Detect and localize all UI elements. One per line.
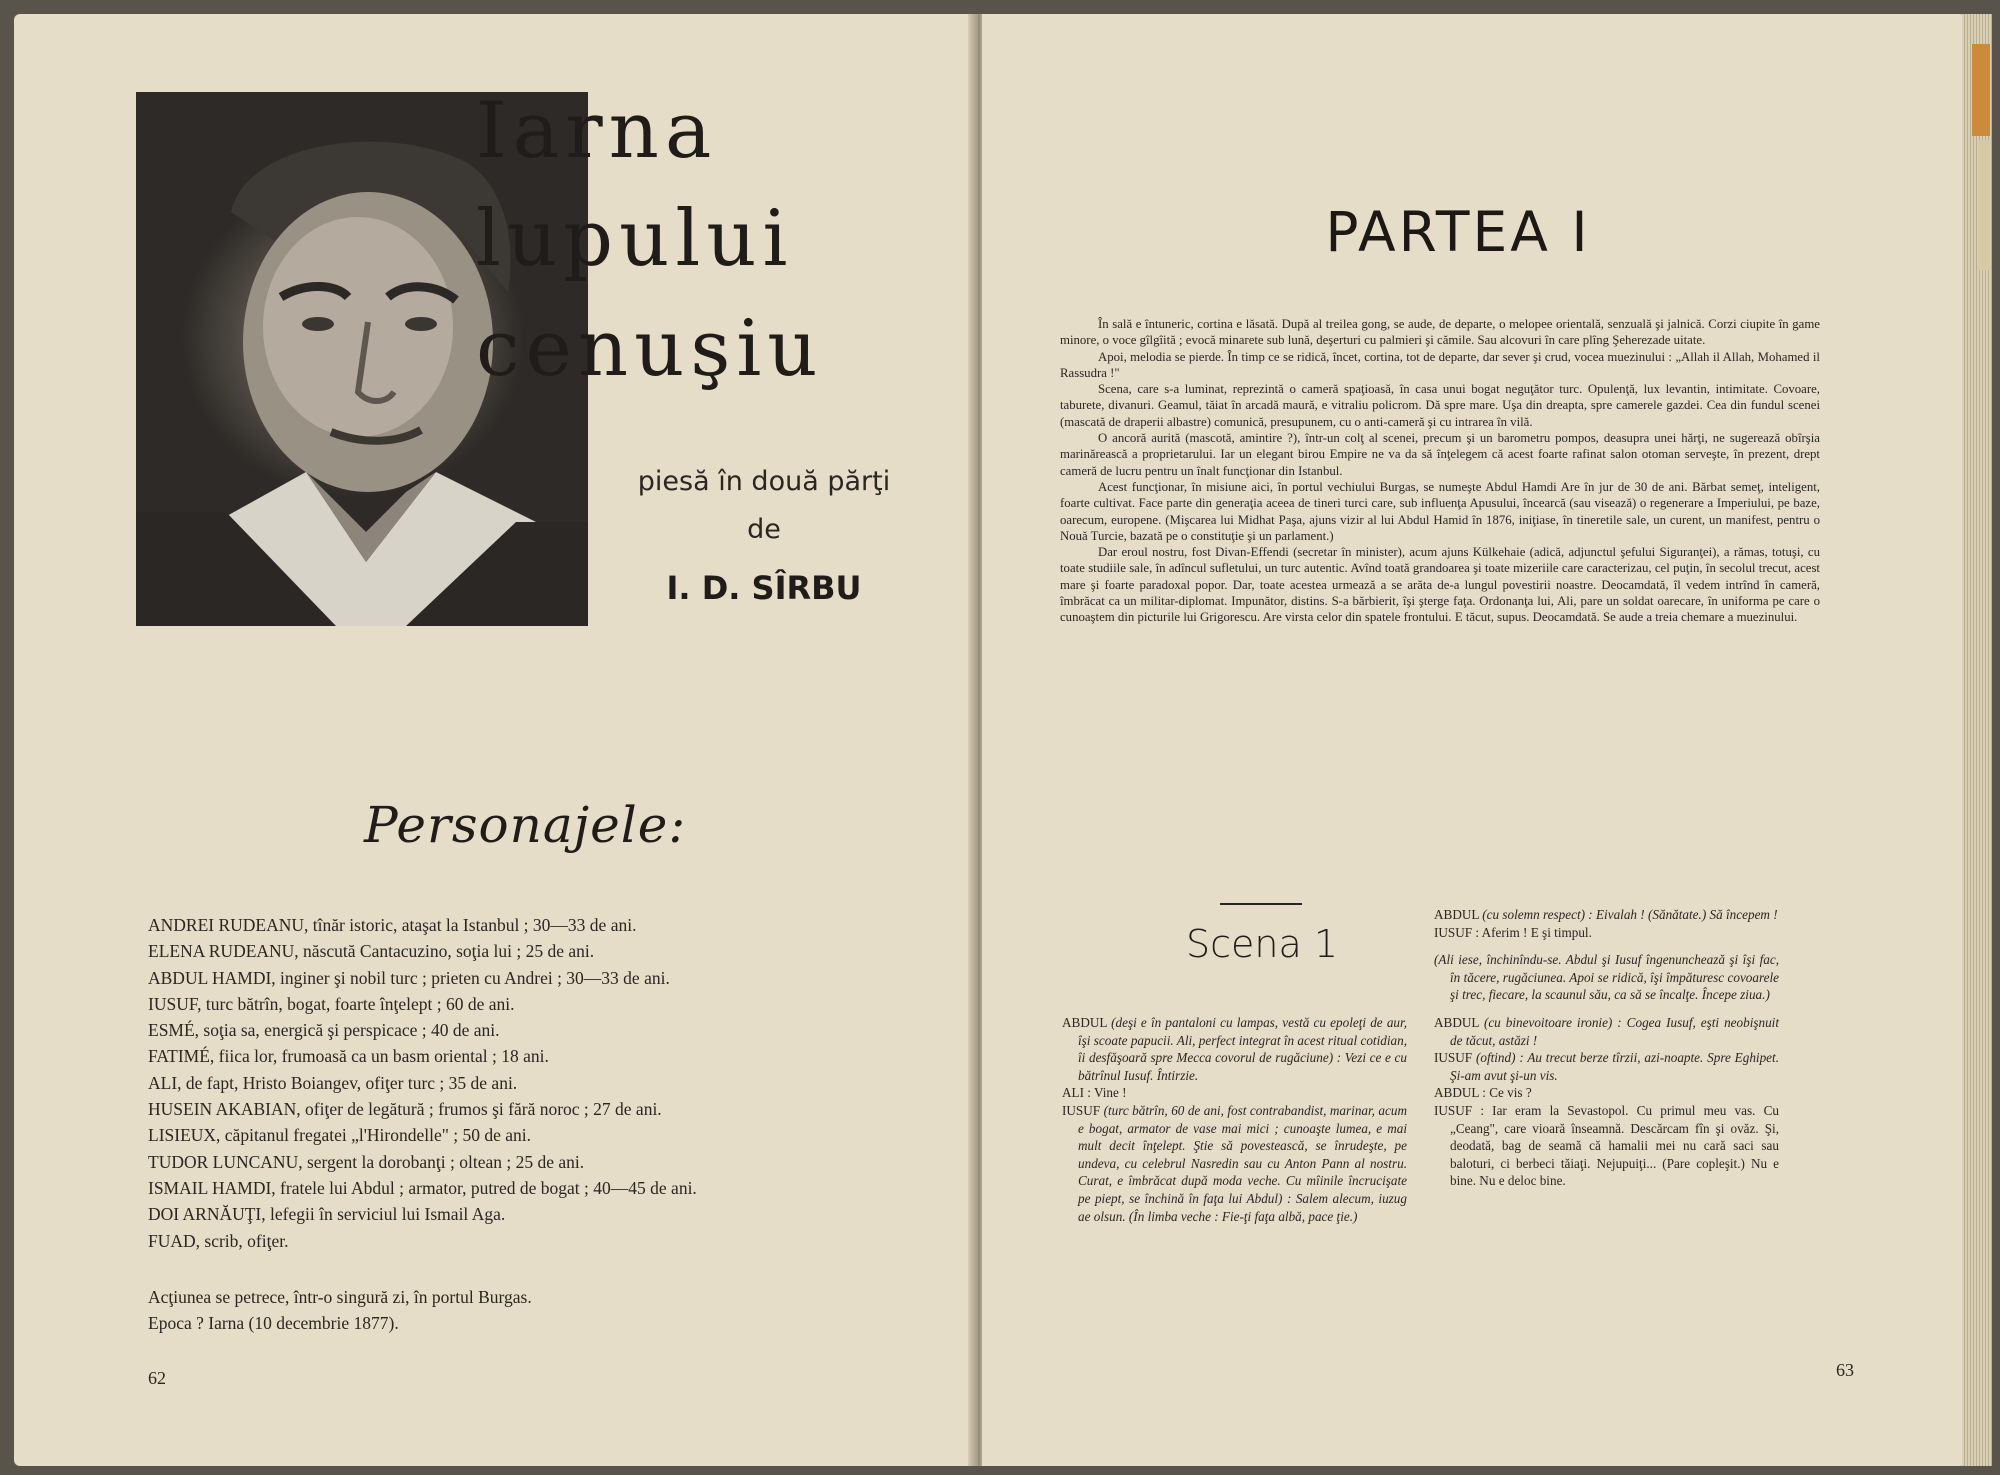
line-text: (Ali iese, închinîndu-se. Abdul şi Iusuf îngenunchează şi îşi fac, în tăcere, rugăciunea. Apoi se ridică, îşi împăturesc covoarele şi trec, fiecare, la scaunul său, ca să se încalţe. Începe ziua.) (1434, 952, 1779, 1003)
line-text: (cu binevoitoare ironie) : Cogea Iusuf, eşti neobişnuit de tăcut, astăzi ! (1450, 1014, 1780, 1048)
subtitle-by: de (747, 514, 781, 545)
speaker: ALI (1062, 1085, 1084, 1101)
intro-paragraph: Dar eroul nostru, fost Divan-Effendi (secretar în minister), acum ajuns Külkehaie (adică, adjunctul şefului Siguranţei), a rămas, totuşi, cu toate studiile sale, în adîncul sufletului, un turc autentic. Avînd toată grandoarea şi toate mizeriile care caracterizau, cel puţin, în secolul trecut, acest mare şi foarte paradoxal popor. Dar, toate acestea urmează a se arăta de-a lungul povestirii noastre. Deocamdată, îl vedem intrînd în cameră, îmbrăcat ca un militar-diplomat. Impunător, distins. S-a bărbierit, îşi şterge faţa. Ordonanţa lui, Ali, pare un soldat oarecare, în uniforma pe care o cunoaştem din picturile lui Grigorescu. Are virsta celor din spatele frontului. E tăcut, supus. Deocamdată. Se aude a treia chemare a muezinului. (1060, 545, 1820, 625)
author-name: I. D. SÎRBU (666, 569, 862, 607)
stage-directions-intro (1060, 316, 1820, 626)
subtitle: piesă în două părţi (637, 466, 891, 497)
part-title: PARTEA I (1325, 200, 1591, 264)
setting-time: Epoca ? Iarna (10 decembrie 1877). (148, 1313, 399, 1333)
page-number-right: 63 (1836, 1360, 1854, 1380)
dialogue-line (1062, 1102, 1407, 1225)
title-word-1: Iarna (476, 86, 718, 176)
cast-entry: ELENA RUDEANU, născută Cantacuzino, soţia lui ; 25 de ani. (148, 941, 595, 962)
speaker: IUSUF (1062, 1102, 1101, 1118)
speaker: IUSUF (1434, 924, 1473, 940)
setting-note (148, 1284, 938, 1336)
dialogue-column-left (1062, 1014, 1407, 1225)
cast-entry: ISMAIL HAMDI, fratele lui Abdul ; armator, putred de bogat ; 40—45 de ani. (148, 1177, 697, 1198)
speaker: ABDUL (1062, 1015, 1107, 1030)
dialogue-line (1434, 1084, 1779, 1102)
cast-entry: FUAD, scrib, ofiţer. (148, 1230, 289, 1251)
speaker: IUSUF (1434, 1050, 1473, 1066)
dialogue-line (1062, 1084, 1407, 1102)
dialogue-line (1434, 1014, 1779, 1049)
left-page (14, 14, 974, 1466)
intro-paragraph: În sală e întuneric, cortina e lăsată. După al treilea gong, se aude, de departe, o melopee orientală, senzuală şi jalnică. Corzi ciupite în game minore, o voce gîlgîită ; evocă minarete sub lună, deşerturi cu palmieri şi cămile. Sau alcovuri în care plîng Şeherezade uitate. (1060, 317, 1820, 348)
title-word-2: lupului (476, 194, 794, 284)
cast-entry: ESMÉ, soţia sa, energică şi perspicace ; 40 de ani. (148, 1020, 500, 1041)
intro-paragraph: Apoi, melodia se pierde. În timp ce se ridică, încet, cortina, tot de departe, dar sever şi crud, vocea muezinului : „Allah il Allah, Mohamed il Rassudra !" (1060, 349, 1820, 380)
line-text: (cu solemn respect) : Eivalah ! (Sănătate.) Să începem ! (1482, 907, 1778, 922)
right-page (982, 14, 1966, 1466)
setting-place: Acţiunea se petrece, într-o singură zi, în portul Burgas. (148, 1287, 532, 1307)
line-text: : Iar eram la Sevastopol. Cu primul meu vas. Cu „Ceang", care vioară înseamnă. Descărcam fîn şi ovăz. Şi, deodată, bag de seamă că hamalii mei nu cară saci sau baloturi, ci berbeci tăiaţi. Nejupuiţi... (Pare copleşit.) Nu e bine. Nu e deloc bine. (1450, 1102, 1779, 1189)
line-text: : Aferim ! E şi timpul. (1475, 924, 1592, 940)
dialogue-line (1434, 1049, 1779, 1084)
line-text: (oftind) : Au trecut berze tîrzii, azi-noapte. Spre Eghipet. Şi-am avut şi-un vis. (1450, 1050, 1779, 1083)
cast-entry: FATIMÉ, fiica lor, frumoasă ca un basm oriental ; 18 ani. (148, 1046, 549, 1067)
page-number-left: 62 (148, 1368, 166, 1388)
cast-entry: DOI ARNĂUŢI, lefegii în serviciul lui Ismail Aga. (148, 1204, 506, 1225)
dialogue-line (1062, 1014, 1407, 1084)
cast-entry: ALI, de fapt, Hristo Boiangev, ofiţer turc ; 35 de ani. (148, 1072, 518, 1093)
intro-paragraph: Acest funcţionar, în misiune aici, în portul vechiului Burgas, se numeşte Abdul Hamdi Are în jur de 30 de ani. Bărbat semeţ, inteligent, foarte cultivat. Face parte din generaţia aceea de tineri turci care, sub influenţa Apusului, încearcă (sau visează) o regenerare a Imperiului, pe baze, oarecum, europene. (Mişcarea lui Midhat Paşa, ajuns vizir al lui Abdul Hamid în 1876, iniţiase, în tineretile sale, un curent, un manifest, pentru o Nouă Turcie, bazată pe o constituţie şi un parlament.) (1060, 479, 1820, 543)
cast-entry: LISIEUX, căpitanul fregatei „l'Hirondelle" ; 50 de ani. (148, 1125, 532, 1146)
speaker: ABDUL (1434, 1085, 1479, 1101)
line-text: : Vine ! (1087, 1085, 1127, 1101)
dialogue-line (1434, 924, 1779, 942)
cast-entry: HUSEIN AKABIAN, ofiţer de legătură ; frumos şi fără noroc ; 27 de ani. (148, 1099, 662, 1120)
cast-entry: ANDREI RUDEANU, tînăr istoric, ataşat la Istanbul ; 30—33 de ani. (148, 915, 637, 935)
dialogue-column-right (1434, 906, 1779, 1190)
stage-direction (1434, 951, 1779, 1004)
scene-title: Scena 1 (1185, 922, 1339, 966)
line-text: (turc bătrîn, 60 de ani, fost contrabandist, marinar, acum e bogat, armator de vase mai mici ; cunoaşte lumea, e mai mult decit înţelept. Ştie să povestească, se înrudeşte, pe undeva, cu celebrul Nasredin sau cu Anton Pann al nostru. Curat, e îmbrăcat după moda veche. Cu mîinile încrucişate pe piept, se închină în faţa lui Abdul) : Salem alecum, iuzug ae olsun. (În limba veche : Fie-ţi faţa albă, pace ţie.) (1078, 1102, 1407, 1224)
title-word-3: cenuşiu (476, 304, 824, 394)
cast-entry: IUSUF, turc bătrîn, bogat, foarte înţelept ; 60 de ani. (148, 993, 515, 1014)
speaker: IUSUF (1434, 1102, 1473, 1118)
characters-heading: Personajele: (364, 796, 687, 854)
cast-entry: ABDUL HAMDI, inginer şi nobil turc ; prieten cu Andrei ; 30—33 de ani. (148, 967, 670, 988)
speaker: ABDUL (1434, 907, 1479, 922)
intro-paragraph: O ancoră aurită (mascotă, amintire ?), într-un colţ al scenei, precum şi un barometru pompos, deasupra unei hărţi, ne sugerează obîrşia marinărească a proprietarului. Iar un elegant birou Empire ne va da să înţelegem că acest foarte rafinat salon otoman serveşte, în prezent, drept cameră de lucru pentru un înalt funcţionar din Istanbul. (1060, 431, 1820, 478)
cast-list (148, 912, 938, 1254)
bookmark-tab-pale (1978, 140, 1990, 270)
dialogue-line (1434, 1102, 1779, 1190)
dialogue-line (1434, 906, 1779, 924)
speaker: ABDUL (1434, 1014, 1479, 1030)
line-text: (deşi e în pantaloni cu lampas, vestă cu epoleţi de aur, îşi scoate papucii. Ali, perfect integrat în acest ritual cotidian, îi desfăşoară spre Mecca covorul de rugăciune) : Vezi ce e cu bătrînul Iusuf. Întirzie. (1078, 1015, 1407, 1083)
cast-entry: TUDOR LUNCANU, sergent la dorobanţi ; oltean ; 25 de ani. (148, 1151, 585, 1172)
intro-paragraph: Scena, care s-a luminat, reprezintă o cameră spaţioasă, în casa unui bogat neguţător turc. Opulenţă, lux levantin, intimitate. Covoare, taburete, divanuri. Geamul, tăiat în arcadă maură, e vitraliu policrom. Dă spre mare. Uşa din dreapta, spre camerele gazdei. Cea din fundul scenei (mascată de draperii albastre) comunică, presupunem, cu o anti-cameră şi cu intrarea în vilă. (1060, 382, 1820, 429)
line-text: : Ce vis ? (1482, 1085, 1532, 1101)
scene-divider (1220, 903, 1302, 905)
bookmark-tab (1972, 44, 1990, 136)
